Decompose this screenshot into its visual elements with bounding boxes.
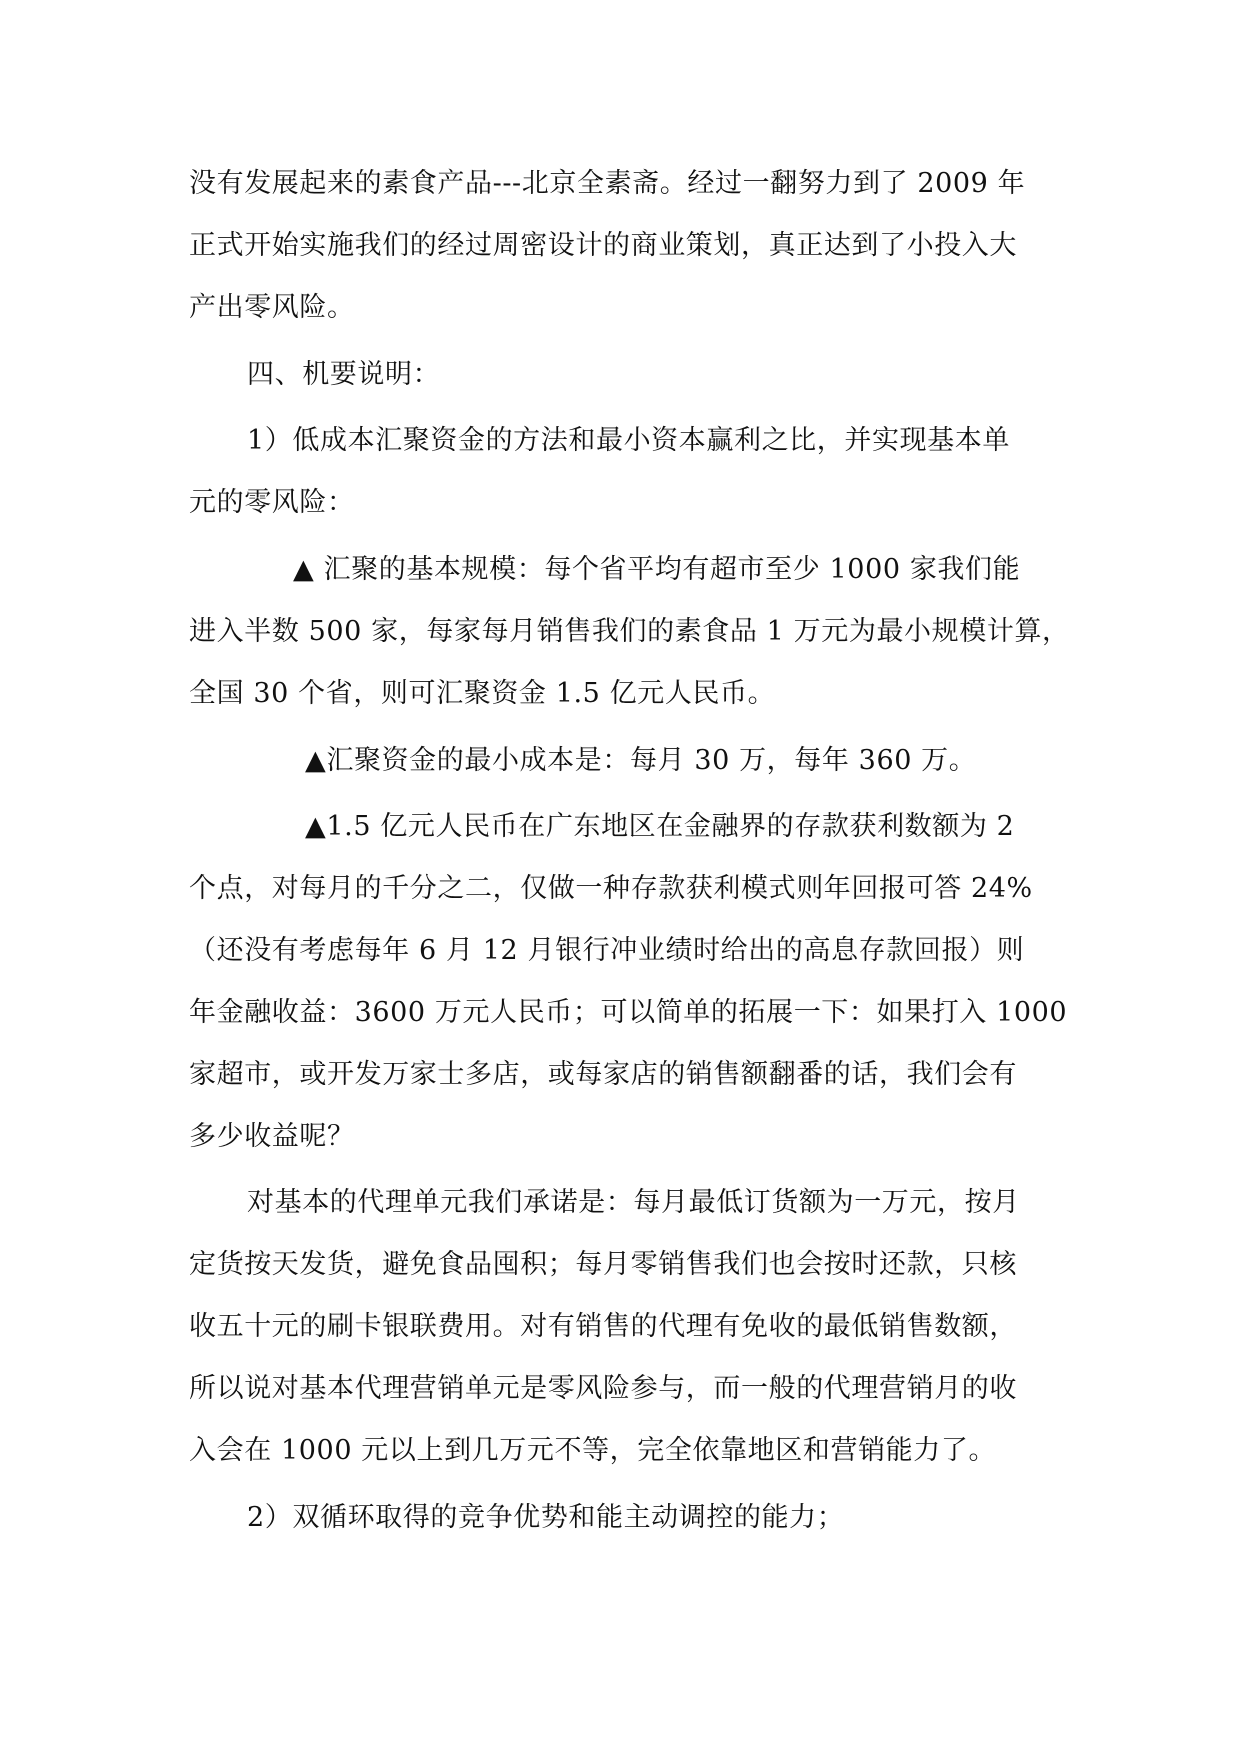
item-1-line-1: 1）低成本汇聚资金的方法和最小资本赢利之比，并实现基本单 bbox=[247, 425, 1010, 456]
bullet-1-line-2: 进入半数 500 家，每家每月销售我们的素食品 1 万元为最小规模计算， bbox=[189, 616, 1070, 647]
commitment-line-2: 定货按天发货，避免食品囤积；每月零销售我们也会按时还款，只核 bbox=[189, 1249, 1017, 1280]
commitment-line-3: 收五十元的刷卡银联费用。对有销售的代理有免收的最低销售数额， bbox=[189, 1311, 1017, 1342]
paragraph-1-line-2: 正式开始实施我们的经过周密设计的商业策划，真正达到了小投入大 bbox=[189, 230, 1017, 261]
commitment-line-4: 所以说对基本代理营销单元是零风险参与，而一般的代理营销月的收 bbox=[189, 1373, 1017, 1404]
bullet-3-line-3: （还没有考虑每年 6 月 12 月银行冲业绩时给出的高息存款回报）则 bbox=[189, 935, 1025, 966]
section-heading: 四、机要说明： bbox=[247, 359, 441, 390]
item-1-line-2: 元的零风险： bbox=[189, 487, 355, 518]
bullet-3-line-2: 个点，对每月的千分之二，仅做一种存款获利模式则年回报可答 24% bbox=[189, 873, 1033, 904]
bullet-3-line-6: 多少收益呢？ bbox=[189, 1121, 355, 1152]
bullet-1-line-1: ▲ 汇聚的基本规模：每个省平均有超市至少 1000 家我们能 bbox=[293, 554, 1021, 585]
paragraph-1-line-3: 产出零风险。 bbox=[189, 292, 355, 323]
bullet-2-line-1: ▲汇聚资金的最小成本是：每月 30 万，每年 360 万。 bbox=[305, 745, 977, 776]
bullet-3-line-5: 家超市，或开发万家士多店，或每家店的销售额翻番的话，我们会有 bbox=[189, 1059, 1017, 1090]
bullet-3-line-1: ▲1.5 亿元人民币在广东地区在金融界的存款获利数额为 2 bbox=[305, 811, 1015, 842]
commitment-line-5: 入会在 1000 元以上到几万元不等，完全依靠地区和营销能力了。 bbox=[189, 1435, 997, 1466]
bullet-3-line-4: 年金融收益：3600 万元人民币；可以简单的拓展一下：如果打入 1000 bbox=[189, 997, 1068, 1028]
item-2-line-1: 2）双循环取得的竞争优势和能主动调控的能力； bbox=[247, 1502, 845, 1533]
bullet-1-line-3: 全国 30 个省，则可汇聚资金 1.5 亿元人民币。 bbox=[189, 678, 776, 709]
commitment-line-1: 对基本的代理单元我们承诺是：每月最低订货额为一万元，按月 bbox=[247, 1187, 1020, 1218]
paragraph-1-line-1: 没有发展起来的素食产品---北京全素斋。经过一翻努力到了 2009 年 bbox=[189, 168, 1026, 199]
